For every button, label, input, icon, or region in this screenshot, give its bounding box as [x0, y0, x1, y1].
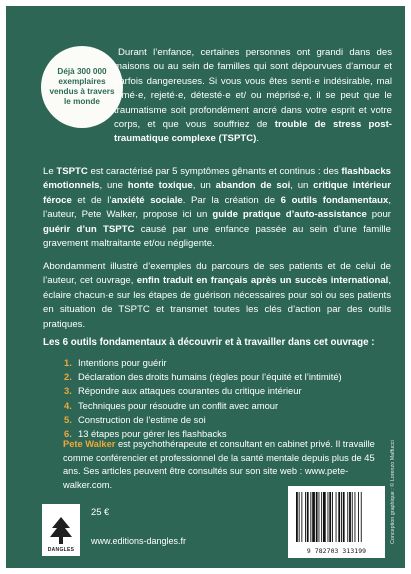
sales-badge [41, 46, 123, 128]
bold-segment: critique intérieur féroce [43, 180, 391, 206]
text-segment: est caractérisé par 5 symptômes gênants et continus : des [87, 166, 342, 177]
tools-list [64, 356, 384, 441]
badge-line-1: Déjà 300 000 [57, 67, 107, 76]
barcode-stripe [338, 492, 340, 542]
text-segment: , un [192, 180, 216, 192]
item-number: 3. [64, 385, 72, 397]
list-item [64, 413, 384, 427]
isbn-barcode [288, 486, 385, 558]
bold-segment: guide pratique d’auto-assistance [212, 209, 367, 221]
barcode-stripe [305, 492, 306, 542]
badge-line-2: exemplaires [58, 77, 106, 86]
item-number: 2. [64, 371, 72, 383]
list-item [64, 399, 384, 413]
item-text: Répondre aux attaques courantes du critique intérieur [78, 385, 302, 397]
barcode-stripe [296, 492, 298, 542]
barcode-stripe [321, 492, 322, 542]
item-text: Déclaration des droits humains (règles pour l’équité et l’intimité) [78, 371, 342, 383]
barcode-stripe [312, 492, 315, 542]
bold-segment: enfin traduit en français après un succès international [136, 275, 389, 287]
barcode-stripe [343, 492, 345, 542]
barcode-stripe [301, 492, 302, 542]
list-item [64, 384, 384, 398]
text-segment: causé par une enfance passée au sein d’une famille gravement maltraitante et/ou négligente. [43, 223, 391, 250]
author-bio [63, 438, 393, 492]
author-name: Pete Walker [63, 439, 116, 449]
intro-text: Durant l’enfance, certaines personnes ont grandi dans des maisons ou au sein de familles qui sont dépourvues d’amour et parfois dangereuses. Si vous vous êtes senti·e indésirable, mal aimé·e, rejeté·e, détesté·e et/ ou méprisé·e, il se peut que le traumatisme soit profondément ancré dans votre esprit et votre corps, et que vous souffriez de [114, 47, 392, 131]
back-cover [6, 6, 405, 568]
barcode-stripe [329, 492, 331, 542]
price: 25 € [91, 506, 110, 517]
barcode-stripe [328, 492, 329, 542]
barcode-stripe [316, 492, 318, 542]
badge-line-4: le monde [64, 97, 100, 106]
design-credit: Conception graphique : © Lorenzo Maffucci [390, 440, 396, 544]
tools-heading: Les 6 outils fondamentaux à découvrir et à travailler dans cet ouvrage : [43, 337, 375, 348]
item-text: Intentions pour guérir [78, 357, 167, 368]
barcode-stripe [310, 492, 311, 542]
text-segment: , un [290, 180, 314, 192]
barcode-stripe [347, 492, 348, 542]
intro-paragraph [114, 46, 392, 147]
publisher-logo-text: DANGLES [47, 547, 75, 553]
item-text: 13 étapes pour gérer les flashbacks [78, 427, 227, 439]
bold-segment: honte toxique [127, 180, 193, 192]
bold-segment: anxiété sociale [111, 194, 183, 206]
badge-line-3: vendus à travers [49, 87, 115, 96]
barcode-stripe [307, 492, 309, 542]
summary-paragraph [43, 260, 391, 332]
barcode-stripe [358, 492, 359, 542]
barcode-bars [294, 492, 379, 544]
list-item [64, 356, 384, 370]
barcode-stripe [323, 492, 326, 542]
author-text: est psychothérapeute et consultant en cabinet privé. Il travaille comme conférencier et professionnel de la santé mentale depuis plus de 45 ans. Ses articles peuvent être consultés sur son site web : www.pete-walker.com. [63, 439, 375, 490]
barcode-stripe [336, 492, 337, 542]
bold-segment: 6 outils fondamentaux [280, 194, 389, 206]
barcode-stripe [355, 492, 356, 542]
tree-icon [48, 516, 74, 546]
publisher-logo [42, 504, 80, 556]
text-segment: . Par la création de [182, 194, 281, 206]
text-segment: pour [366, 209, 391, 221]
text-segment: Abondamment illustré d’exemples du parcours de ses patients et de celui de l’auteur, cet ouvrage, [43, 261, 391, 287]
intro-bold: trouble de stress post-traumatique complexe (TSPTC) [114, 119, 392, 145]
item-text: Construction de l’estime de soi [78, 413, 206, 425]
text-segment: , une [99, 180, 128, 192]
text-segment: , l’auteur, Pete Walker, propose ici un [43, 194, 391, 221]
publisher-website: www.editions-dangles.fr [91, 536, 187, 546]
bold-segment: abandon de soi [215, 180, 291, 192]
list-item [64, 370, 384, 384]
text-segment: Le [43, 166, 57, 177]
barcode-stripe [319, 492, 320, 542]
bold-segment: TSPTC [56, 166, 88, 177]
item-text: Techniques pour résoudre un conflit avec amour [78, 399, 279, 411]
item-number: 1. [64, 357, 72, 368]
bold-segment: guérir d’un TSPTC [43, 223, 135, 235]
bold-segment: flashbacks émotionnels [43, 166, 392, 192]
barcode-stripe [361, 492, 362, 542]
text-segment: et de l’ [71, 194, 112, 206]
barcode-stripe [299, 492, 300, 542]
intro-end: . [256, 133, 260, 145]
text-segment: , éclaire chacun·e sur les étapes de guérison nécessaires pour soi ou ses patients en situation de TSPTC et transmet toutes les clés d’action par des outils pratiques. [43, 275, 392, 330]
item-number: 4. [64, 399, 72, 411]
tsptc-paragraph [43, 165, 391, 251]
barcode-stripe [332, 492, 333, 542]
barcode-stripe [352, 492, 353, 542]
barcode-stripe [341, 492, 342, 542]
item-number: 6. [64, 427, 72, 439]
barcode-stripe [349, 492, 351, 542]
isbn-number: 9 782703 313199 [306, 547, 367, 555]
item-number: 5. [64, 413, 72, 425]
